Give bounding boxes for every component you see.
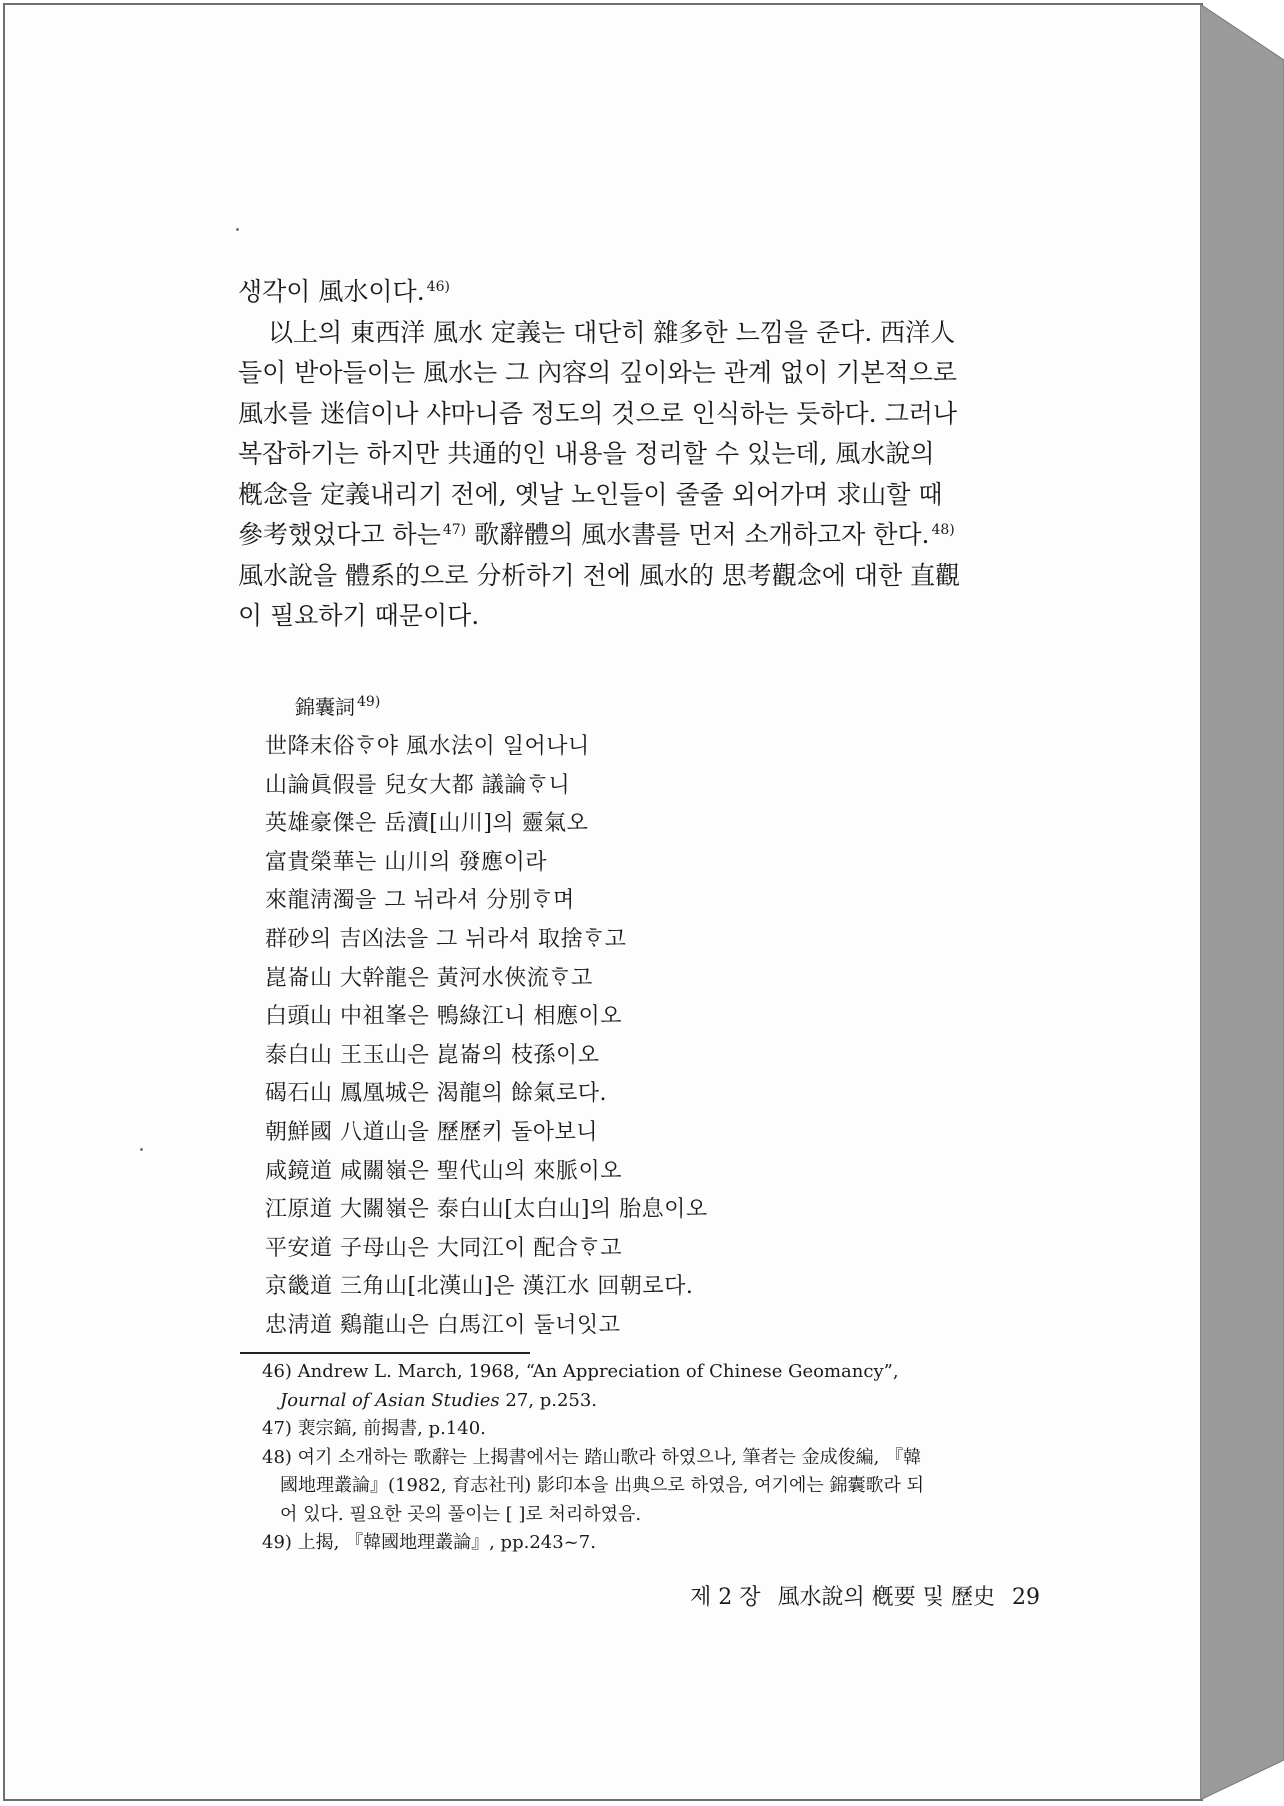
paragraph-line: 以上의 東西洋 風水 定義는 대단히 雜多한 느낌을 준다. 西洋人 [268, 317, 956, 347]
poem-title: 錦囊詞 $^{49)}$ [295, 694, 381, 719]
footnote-divider [240, 1352, 530, 1354]
poem-line: 朝鮮國 八道山을 歷歷키 돌아보니 [265, 1119, 598, 1145]
journal-title: Journal of Asian Studies [280, 1389, 500, 1411]
footnote-49 [262, 1529, 1046, 1558]
footnote-47 [262, 1415, 1046, 1444]
page-edge-shadow [1200, 0, 1284, 1806]
footnote-48 [262, 1444, 1046, 1530]
paragraph-line: 이 필요하기 때문이다. [238, 601, 480, 630]
continued-line: 생각이 風水이다. $^{46)}$ [238, 277, 450, 306]
scan-speck [140, 1148, 143, 1151]
footnote-ref: 48) [931, 521, 955, 538]
footnotes [262, 1358, 1046, 1558]
poem-line: 忠淸道 鷄龍山은 白馬江이 둘너잇고 [265, 1312, 621, 1338]
poem-line: 京畿道 三角山[北漢山]은 漢江水 回朝로다. [265, 1274, 694, 1300]
poem-line: 江原道 大關嶺은 泰白山[太白山]의 胎息이오 [265, 1197, 708, 1223]
body-text [238, 272, 1050, 637]
footnote-number: 46) [262, 1361, 292, 1382]
footnote-text-cont: 國地理叢論』(1982, 育志社刊) 影印本을 出典으로 하였음, 여기에는 錦囊歌라 되 [280, 1475, 925, 1496]
footnote-text: 上揭, 『韓國地理叢論』, pp.243~7. [297, 1532, 596, 1553]
footnote-ref: 46) [426, 278, 450, 295]
poem-line: 世降末俗ᄒᆞ야 風水法이 일어나니 [265, 734, 590, 759]
footnote-text: Andrew L. March, 1968, “An Appreciation of Chinese Geomancy”, [297, 1361, 899, 1382]
footnote-text: 여기 소개하는 歌辭는 上揭書에서는 踏山歌라 하였으나, 筆者는 金成俊編, 『韓 [297, 1446, 922, 1468]
footnote-text-cont: 어 있다. 필요한 곳의 풀이는 [ ]로 처리하였음. [280, 1503, 642, 1525]
paragraph-line: 槪念을 定義내리기 전에, 옛날 노인들이 줄줄 외어가며 求山할 때 [238, 479, 943, 509]
paragraph-line: 風水를 迷信이나 샤마니즘 정도의 것으로 인식하는 듯하다. 그러나 [238, 398, 958, 428]
footnote-text-cont: Journal of Asian Studies 27, p.253. [280, 1389, 598, 1411]
poem-line: 富貴榮華는 山川의 發應이라 [265, 849, 547, 875]
footnote-number: 48) [262, 1446, 292, 1468]
poem-line: 山論眞假를 兒女大都 議論ᄒᆞ니 [265, 772, 571, 798]
poem-block [265, 686, 1025, 1346]
poem-line: 群砂의 吉凶法을 그 뉘라셔 取捨ᄒᆞ고 [265, 926, 627, 952]
poem-line: 泰白山 王玉山은 崑崙의 枝孫이오 [265, 1042, 600, 1068]
scan-speck [236, 228, 239, 231]
chapter-label: 제 2 장 [690, 1585, 761, 1610]
paragraph-line: 風水說을 體系的으로 分析하기 전에 風水的 思考觀念에 대한 直觀 [238, 560, 961, 590]
poem-line: 白頭山 中祖峯은 鴨綠江니 相應이오 [265, 1004, 622, 1030]
page-number: 29 [1012, 1585, 1040, 1610]
paragraph-line: 參考했었다고 하는 $^{47)}$ 歌辭體의 風水書를 먼저 소개하고자 한다. $^{48)}$ [238, 520, 955, 549]
footnote-ref: 49) [357, 694, 381, 711]
footnote-number: 47) [262, 1418, 292, 1439]
poem-line: 英雄豪傑은 岳瀆[山川]의 靈氣오 [265, 811, 589, 837]
footnote-text: 裵宗鎬, 前揭書, p.140. [297, 1418, 486, 1439]
running-footer [640, 1580, 1040, 1611]
poem-line: 來龍淸濁을 그 뉘라셔 分別ᄒᆞ며 [265, 888, 575, 914]
poem-line: 崑崙山 大幹龍은 黃河水俠流ᄒᆞ고 [265, 965, 593, 991]
footnote-46 [262, 1358, 1046, 1415]
paragraph-line: 복잡하기는 하지만 共通的인 내용을 정리할 수 있는데, 風水說의 [238, 439, 935, 468]
footnote-ref: 47) [442, 521, 467, 538]
footnote-number: 49) [262, 1532, 292, 1553]
poem-line: 碣石山 鳳凰城은 渴龍의 餘氣로다. [265, 1081, 607, 1107]
paragraph-line: 들이 받아들이는 風水는 그 內容의 깊이와는 관계 없이 기본적으로 [238, 358, 958, 387]
chapter-title: 風水說의 槪要 및 歷史 [777, 1585, 995, 1610]
poem-line: 平安道 子母山은 大同江이 配合ᄒᆞ고 [265, 1235, 622, 1261]
poem-line: 咸鏡道 咸關嶺은 聖代山의 來脈이오 [265, 1158, 622, 1184]
